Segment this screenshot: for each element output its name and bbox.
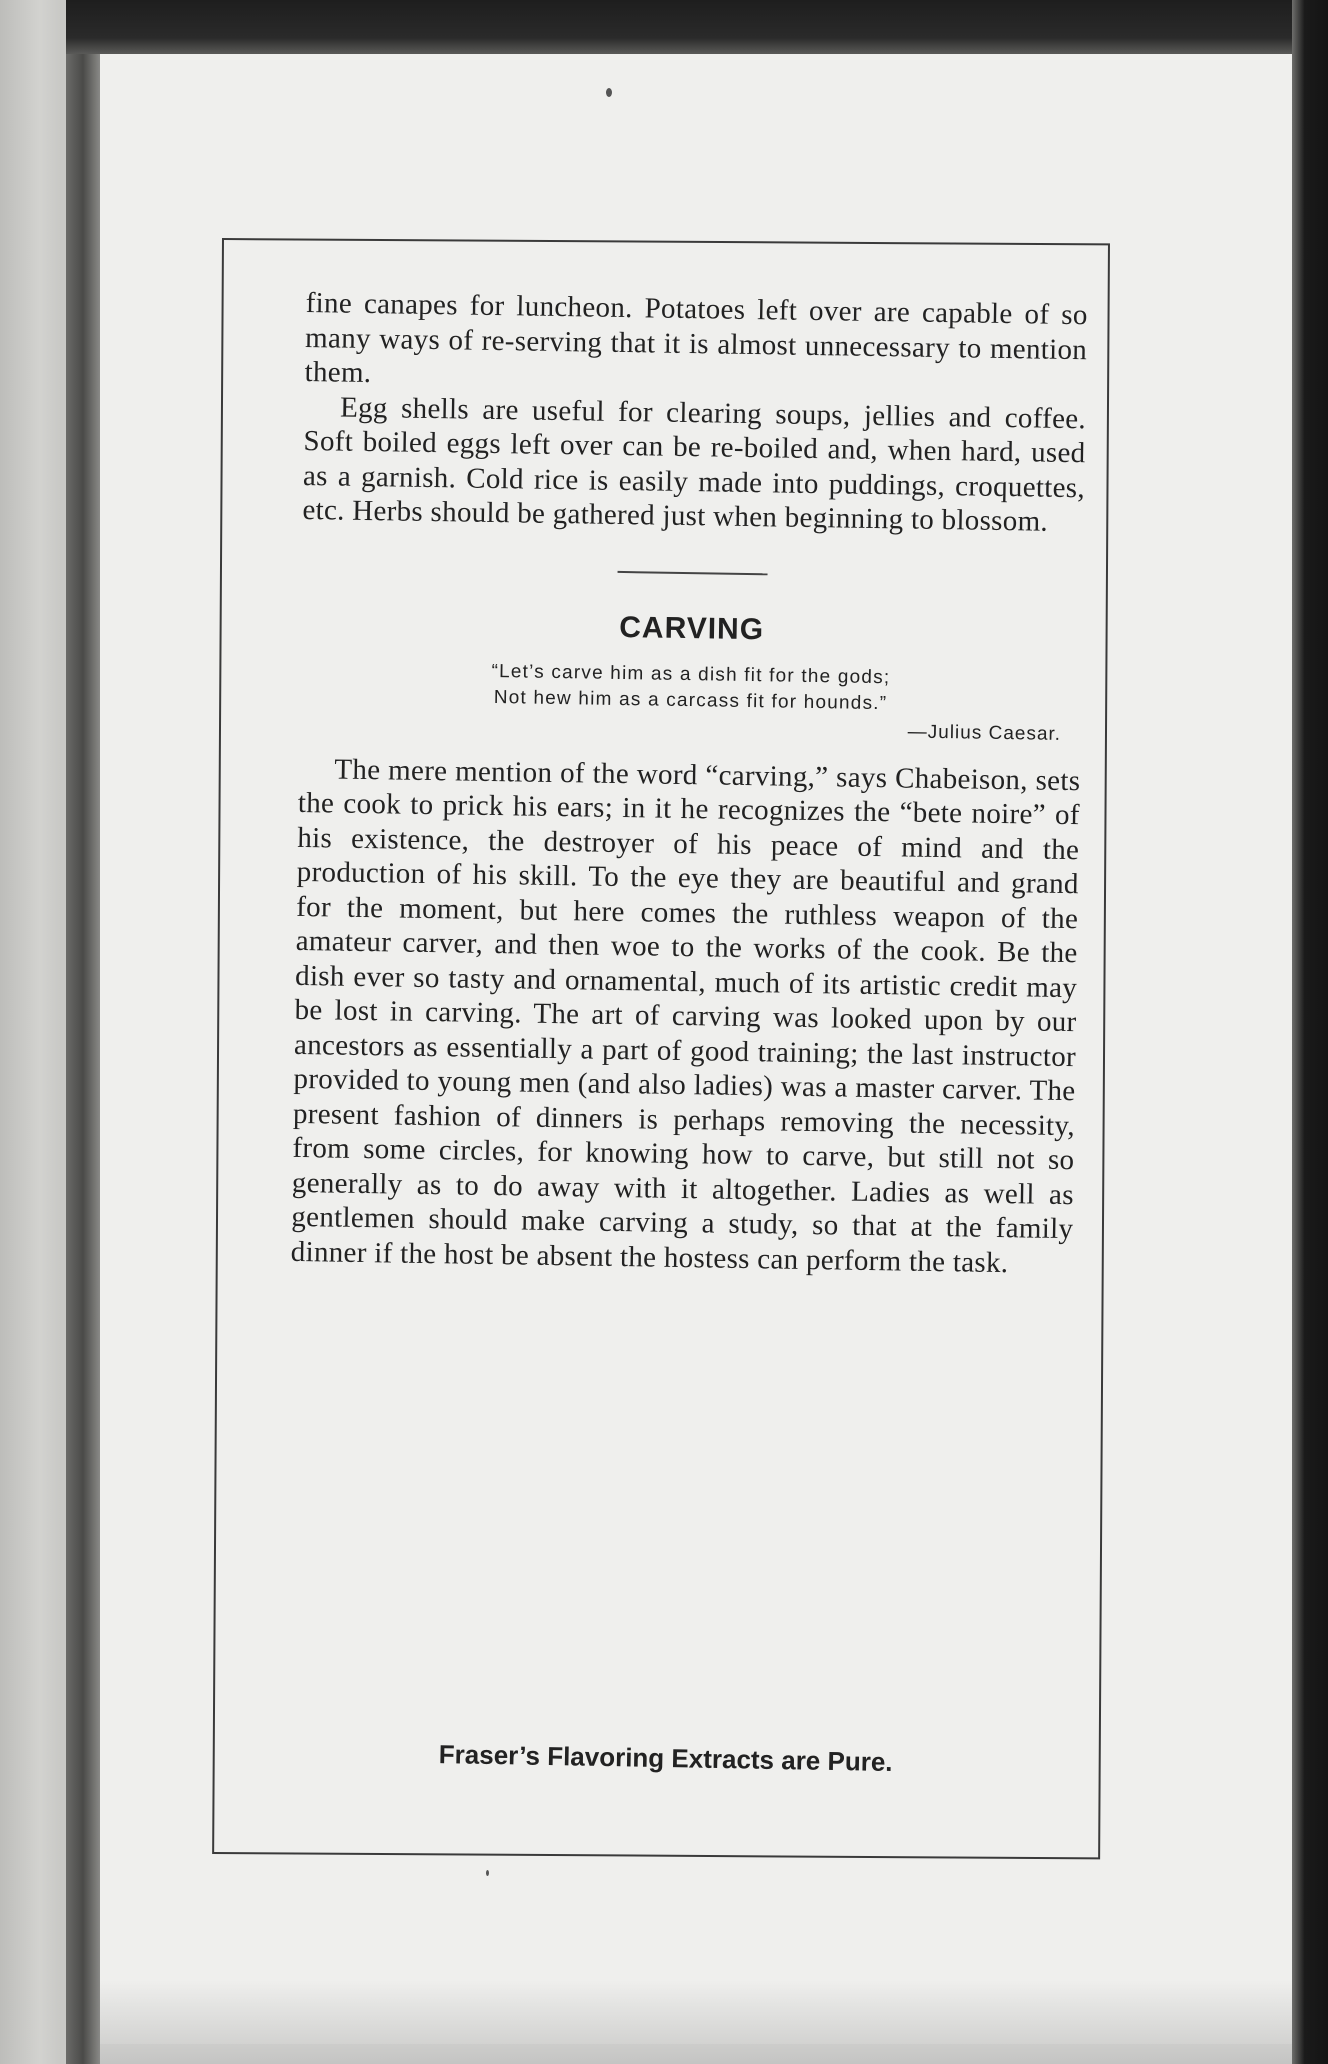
spine-shadow — [66, 40, 100, 2064]
paragraph-leftovers: fine canapes for luncheon. Potatoes left over are capable of so many ways of re-serving that it is almost unnecessary to mention them. — [304, 286, 1088, 390]
bottom-shade — [100, 1980, 1292, 2064]
scan-speck — [486, 1870, 489, 1876]
right-page-edge — [1292, 0, 1328, 2064]
scan-speck — [606, 88, 612, 97]
epigraph-line-2: Not hew him as a carcass fit for hounds.” — [493, 686, 888, 714]
epigraph-attribution: —Julius Caesar. — [907, 721, 1062, 745]
left-page-edge — [0, 0, 72, 2064]
section-heading: CARVING — [619, 610, 765, 646]
section-divider — [618, 570, 768, 574]
paragraph-egg-shells: Egg shells are useful for clearing soups, jellies and coffee. Soft boiled eggs left over can be re-boiled and, when hard, used as a garnish. Cold rice is easily made into puddings, croquettes, etc. Herbs should be gathered just when beginning to blossom. — [302, 391, 1087, 538]
epigraph-line-1: “Let’s carve him as a dish fit for the gods; — [491, 660, 891, 688]
page-footer-advert: Fraser’s Flavoring Extracts are Pure. — [438, 1739, 893, 1778]
paragraph-carving: The mere mention of the word “carving,” says Chabeison, sets the cook to prick his ears; in it he recognizes the “bete noire” of his existence, the destroyer of his peace of mind and the production of his skill. To the eye they are beautiful and grand for the moment, but here comes the ruthless weapon of the amateur carver, and then woe to the works of the cook. Be the dish ever so tasty and ornamental, much of its artistic credit may be lost in carving. The art of carving was looked upon by our ancestors as essentially a part of good training; the last instructor provided to young men (and also ladies) was a master carver. The present fashion of dinners is perhaps removing the necessity, from some circles, for knowing how to carve, but still not so generally as to do away with it altogether. Ladies as well as gentlemen should make carving a study, so that at the family dinner if the host be absent the hostess can perform the task. — [290, 753, 1081, 1279]
page-text-block — [291, 286, 1088, 1281]
top-shadow — [66, 0, 1328, 54]
